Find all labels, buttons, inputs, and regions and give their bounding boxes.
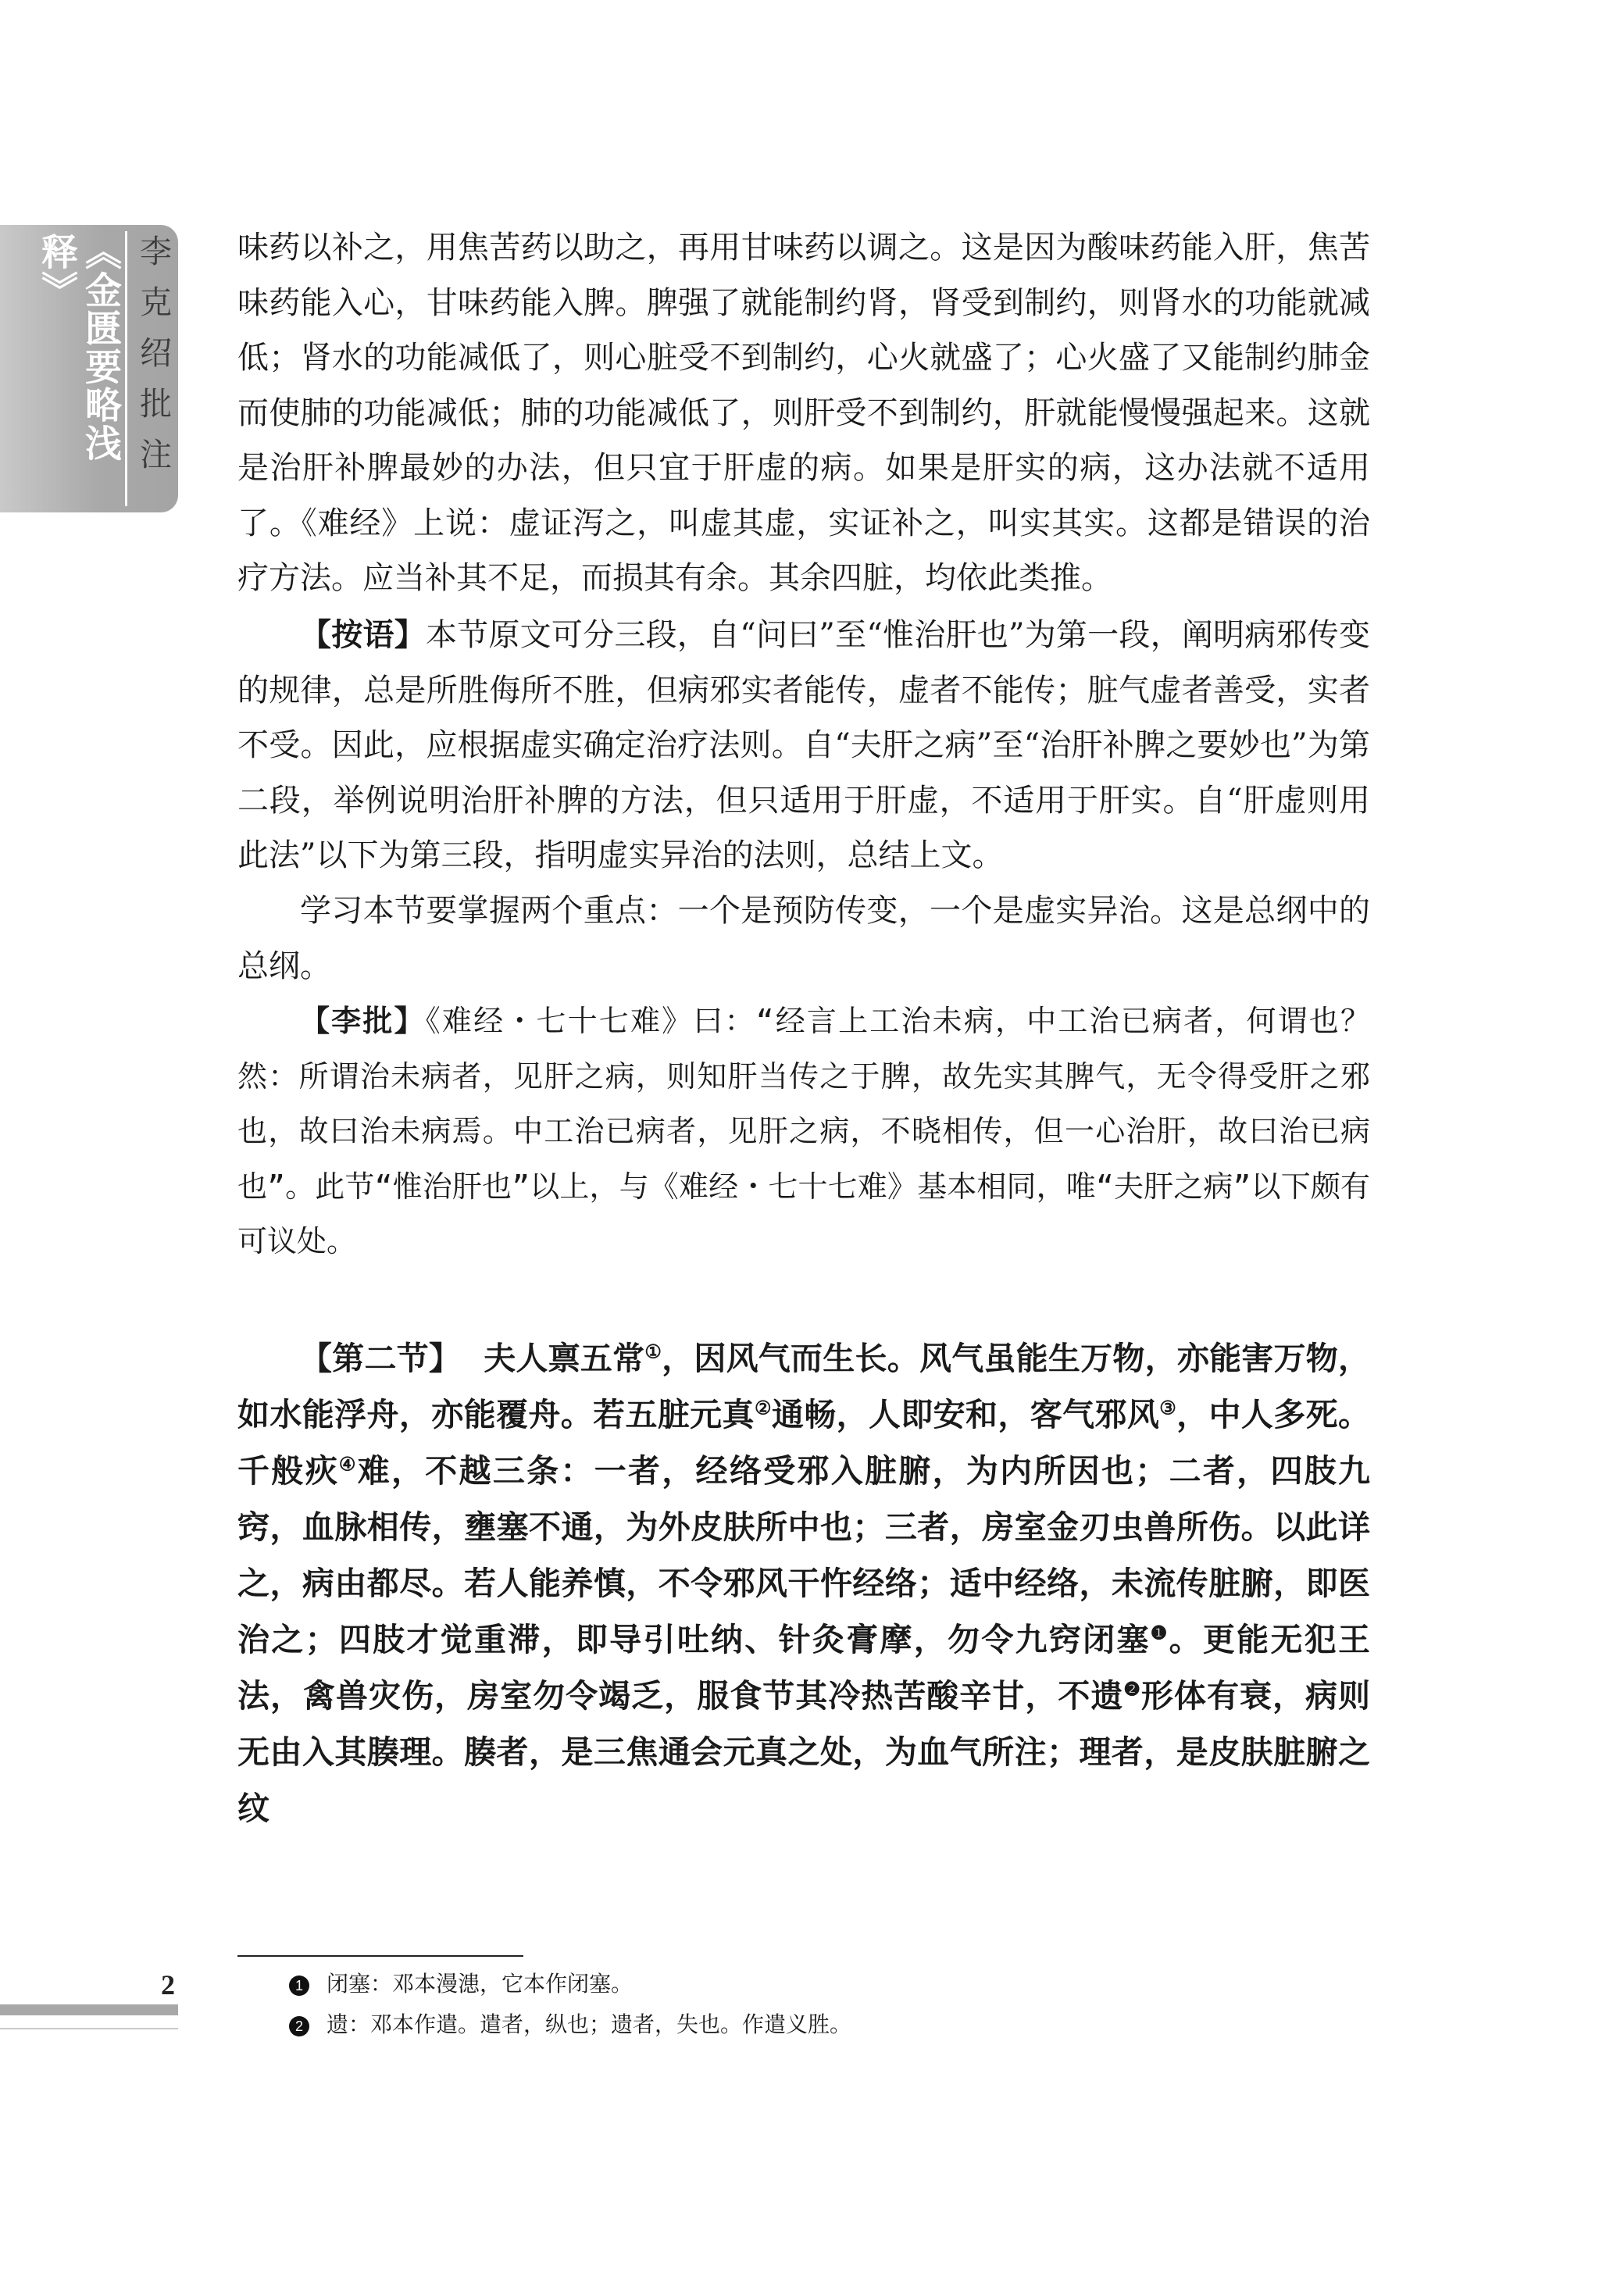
side-tab-divider — [125, 231, 127, 506]
author-note: 李克绍批注 — [134, 234, 172, 488]
note-paragraph — [237, 608, 1370, 883]
section2-paragraph: 【第二节】 夫人禀五常①，因风气而生长。风气虽能生万物，亦能害万物，如水能浮舟，亦能覆舟。若五脏元真②通畅，人即安和，客气邪风③，中人多死。千般疢④难，不越三条：一者，经络受邪入脏腑，为内所因也；二者，四肢九窍，血脉相传，壅塞不通，为外皮肤所中也；三者，房室金刃虫兽所伤。以此详之，病由都尽。若人能养慎，不令邪风干忤经络；适中经络，未流传脏腑，即医治之；四肢才觉重滞，即导引吐纳、针灸膏摩，勿令九窍闭塞$^❶$。更能无犯王法，禽兽灾伤，房室勿令竭乏，服食节其冷热苦酸辛甘，不遗$^❷$形体有衰，病则无由入其腠理。腠者，是三焦通会元真之处，为血气所注；理者，是皮肤脏腑之纹 — [237, 1340, 1371, 1827]
footnote-marker-1: 1 — [289, 1976, 309, 1996]
footnote-1-text: 闭塞：邓本漫漶，它本作闭塞。 — [327, 1972, 634, 1996]
note-label: 【按语】 — [300, 616, 426, 653]
footnote-ref-1: ❶ — [1150, 1621, 1169, 1644]
note-text: 本节原文可分三段，自“问曰”至“惟治肝也”为第一段，阐明病邪传变的规律，总是所胜侮所不胜，但病邪实者能传，虚者不能传；脏气虚者善受，实者不受。因此，应根据虚实确定治疗法则。自“夫肝之病”至“治肝补脾之要妙也”为第二段，举例说明治肝补脾的方法，但只适用于肝虚，不适用于肝实。自“肝虚则用此法”以下为第三段，指明虚实异治的法则，总结上文。 — [237, 617, 1370, 873]
annotation-ref-2: ② — [754, 1396, 772, 1419]
section2-label: 【第二节】 — [300, 1340, 462, 1377]
annotation-ref-4: ④ — [338, 1452, 358, 1476]
footnote-2 — [289, 2009, 1367, 2040]
commentary-paragraph — [237, 994, 1370, 1269]
commentary-text: 《难经・七十七难》曰：“经言上工治未病，中工治已病者，何谓也？然：所谓治未病者，见肝之病，则知肝当传之于脾，故先实其脾气，无令得受肝之邪也，故曰治未病焉。中工治已病者，见肝之病，不晓相传，但一心治肝，故曰治已病也”。此节“惟治肝也”以上，与《难经・七十七难》基本相同，唯“夫肝之病”以下颇有可议处。 — [237, 1004, 1370, 1258]
study-point-paragraph: 学习本节要掌握两个重点：一个是预防传变，一个是虚实异治。这是总纲中的总纲。 — [237, 893, 1370, 984]
page-number-bar — [0, 2004, 178, 2015]
commentary-label: 【李批】 — [300, 1004, 426, 1038]
footnote-ref-2: ❷ — [1123, 1677, 1141, 1701]
footnote-rule — [237, 1955, 523, 1957]
side-tab — [0, 225, 178, 512]
page-number: 2 — [161, 1969, 175, 2001]
footnote-2-text: 遗：邓本作遣。遣者，纵也；遗者，失也。作遣义胜。 — [327, 2012, 852, 2036]
footnote-1 — [289, 1968, 1367, 2000]
footnote-marker-2: 2 — [289, 2016, 309, 2036]
annotation-ref-1: ① — [644, 1340, 662, 1363]
page-number-rule — [0, 2028, 178, 2029]
book-title: 《金匮要略浅释》 — [35, 233, 122, 462]
translation-paragraph: 味药以补之，用焦苦药以助之，再用甘味药以调之。这是因为酸味药能入肝，焦苦味药能入心，甘味药能入脾。脾强了就能制约肾，肾受到制约，则肾水的功能就减低；肾水的功能减低了，则心脏受不到制约，心火就盛了；心火盛了又能制约肺金而使肺的功能减低；肺的功能减低了，则肝受不到制约，肝就能慢慢强起来。这就是治肝补脾最妙的办法，但只宜于肝虚的病。如果是肝实的病，这办法就不适用了。《难经》上说：虚证泻之，叫虚其虚，实证补之，叫实其实。这都是错误的治疗方法。应当补其不足，而损其有余。其余四脏，均依此类推。 — [237, 230, 1370, 595]
annotation-ref-3: ③ — [1159, 1396, 1177, 1419]
